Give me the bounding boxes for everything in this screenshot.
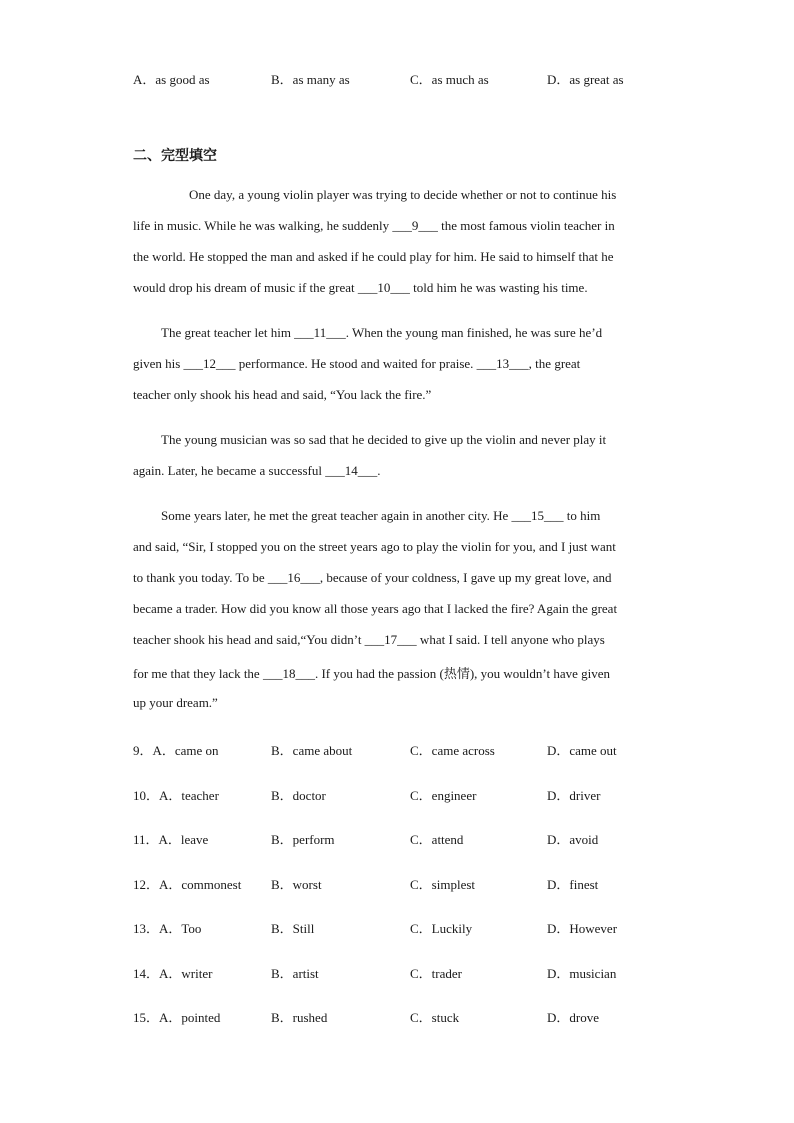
question-row (133, 1007, 673, 1025)
passage-line: One day, a young violin player was trying to decide whether or not to continue his (189, 187, 617, 202)
option-a: 12．A．commonest (133, 877, 242, 892)
option-c: C．simplest (410, 877, 476, 892)
option-b: B．artist (271, 966, 319, 981)
option-c: C．as much as (410, 72, 489, 87)
question-row (133, 785, 673, 803)
passage-line: given his ___12___ performance. He stood and waited for praise. ___13___, the great (133, 356, 581, 371)
question-row (133, 874, 673, 892)
passage-line: up your dream.” (133, 695, 218, 710)
passage-line: teacher only shook his head and said, “You lack the fire.” (133, 387, 432, 402)
option-b: B．came about (271, 743, 353, 758)
passage-line: The great teacher let him ___11___. When the young man finished, he was sure he’d (161, 325, 603, 340)
top-options-row (133, 69, 673, 87)
option-c: C．trader (410, 966, 462, 981)
option-d: D．musician (547, 966, 617, 981)
option-d: D．However (547, 921, 618, 936)
option-c: C．engineer (410, 788, 477, 803)
option-d: D．avoid (547, 832, 599, 847)
question-row (133, 963, 673, 981)
option-a: A．as good as (133, 72, 210, 87)
section-title: 二、完型填空 (133, 148, 217, 164)
option-b: B．as many as (271, 72, 350, 87)
option-c: C．came across (410, 743, 495, 758)
option-a: 15．A．pointed (133, 1010, 221, 1025)
option-b: B．worst (271, 877, 322, 892)
option-a: 10．A．teacher (133, 788, 219, 803)
option-d: D．driver (547, 788, 601, 803)
passage-line: became a trader. How did you know all those years ago that I lacked the fire? Again the great (133, 601, 618, 616)
option-a: 13．A．Too (133, 921, 202, 936)
passage-line: teacher shook his head and said,“You didn’t ___17___ what I said. I tell anyone who plays (133, 632, 605, 647)
option-d: D．as great as (547, 72, 624, 87)
option-c: C．Luckily (410, 921, 473, 936)
option-d: D．finest (547, 877, 599, 892)
passage-line: again. Later, he became a successful ___14___. (133, 463, 381, 478)
question-row (133, 740, 673, 758)
option-c: C．stuck (410, 1010, 460, 1025)
question-row (133, 829, 673, 847)
option-a: 9．A．came on (133, 743, 219, 758)
option-d: D．came out (547, 743, 617, 758)
option-b: B．Still (271, 921, 315, 936)
passage-line: the world. He stopped the man and asked if he could play for him. He said to himself that he (133, 249, 614, 264)
passage-line: Some years later, he met the great teacher again in another city. He ___15___ to him (161, 508, 601, 523)
option-d: D．drove (547, 1010, 599, 1025)
passage-line: The young musician was so sad that he decided to give up the violin and never play it (161, 432, 607, 447)
passage-line: for me that they lack the ___18___. If you had the passion (热情), you wouldn’t have given (133, 666, 611, 681)
passage-line: life in music. While he was walking, he suddenly ___9___ the most famous violin teacher in (133, 218, 615, 233)
question-row (133, 918, 673, 936)
passage-line: to thank you today. To be ___16___, because of your coldness, I gave up my great love, and (133, 570, 612, 585)
passage-line: would drop his dream of music if the great ___10___ told him he was wasting his time. (133, 280, 588, 295)
option-a: 11．A．leave (133, 832, 209, 847)
passage-line: and said, “Sir, I stopped you on the street years ago to play the violin for you, and I just want (133, 539, 616, 554)
option-a: 14．A．writer (133, 966, 213, 981)
option-c: C．attend (410, 832, 464, 847)
option-b: B．rushed (271, 1010, 328, 1025)
option-b: B．perform (271, 832, 335, 847)
option-b: B．doctor (271, 788, 326, 803)
